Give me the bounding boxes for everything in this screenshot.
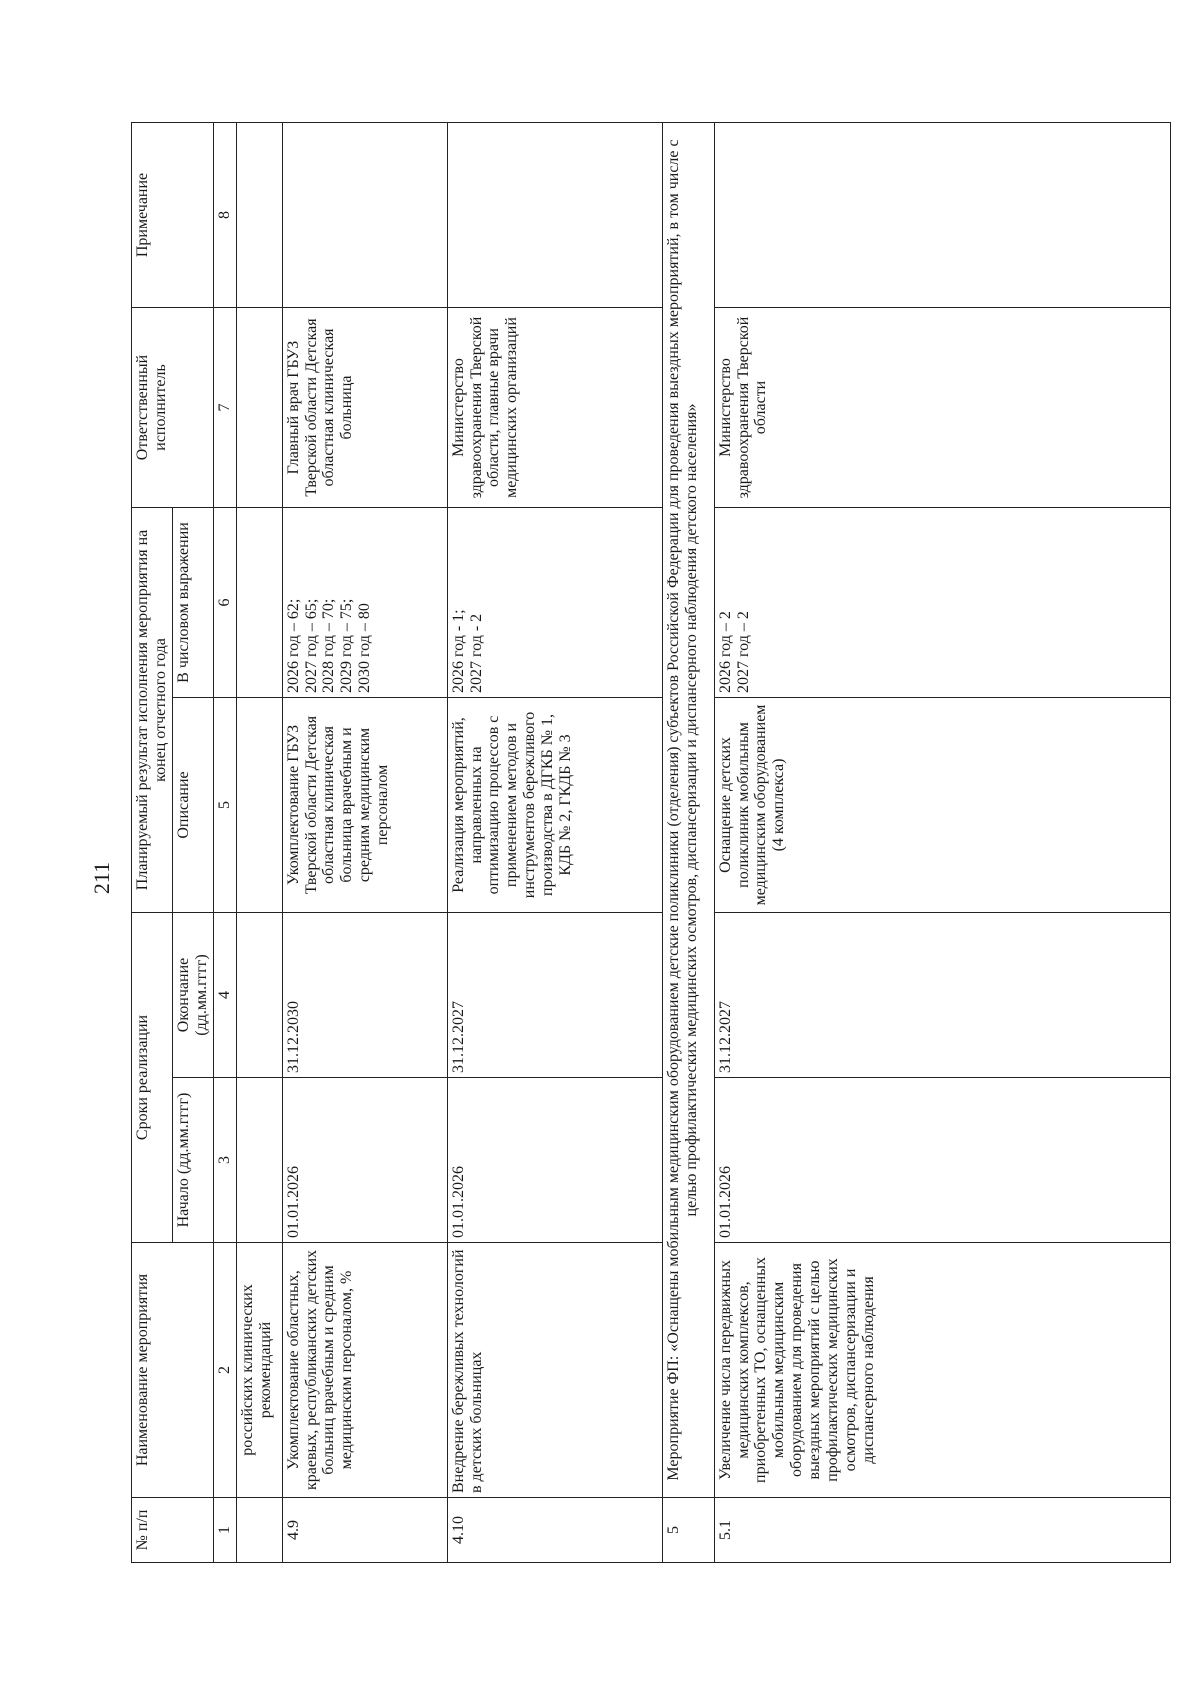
document-table-rotated	[131, 123, 1171, 1563]
header-name: Наименование мероприятия	[132, 1243, 214, 1498]
column-number: 4	[213, 912, 236, 1077]
row-end: 31.12.2027	[447, 912, 662, 1077]
column-number: 7	[213, 307, 236, 507]
row-note	[447, 122, 662, 307]
row-start: 01.01.2026	[447, 1078, 662, 1243]
row-name: Увеличение числа передвижных медицинских комплексов, приобретенных ТО, оснащенных мобильным медицинским оборудованием для проведения выездных мероприятий с целью профилактических медицинских осмотров, диспансеризации и диспансерного наблюдения	[714, 1243, 1170, 1498]
column-number: 1	[213, 1498, 236, 1563]
row-num: 5.1	[714, 1498, 1170, 1563]
header-end: Окончание (дд.мм.гггг)	[172, 912, 213, 1077]
row-note	[714, 122, 1170, 307]
row-start: 01.01.2026	[714, 1078, 1170, 1243]
row-numeric: 2026 год - 1; 2027 год - 2	[447, 507, 662, 697]
header-planned: Планируемый результат исполнения мероприятия на конец отчетного года	[132, 507, 173, 912]
row-name: Укомплектование областных, краевых, республиканских детских больниц врачебным и средним медицинским персоналом, %	[282, 1243, 447, 1498]
header-numeric: В числовом выражении	[172, 507, 213, 697]
row-responsible: Министерство здравоохранения Тверской области	[714, 307, 1170, 507]
row-responsible: Главный врач ГБУЗ Тверской области Детская областная клиническая больница	[282, 307, 447, 507]
table-row	[236, 122, 282, 1562]
header-responsible: Ответственный исполнитель	[132, 307, 214, 507]
row-description: Оснащение детских поликлиник мобильным медицинским оборудованием (4 комплекса)	[714, 697, 1170, 912]
section-num: 5	[662, 1498, 714, 1563]
page-number: 211	[89, 861, 115, 895]
header-start: Начало (дд.мм.гггг)	[172, 1078, 213, 1243]
table-row	[447, 122, 662, 1562]
header-note: Примечание	[132, 122, 214, 307]
row-responsible: Министерство здравоохранения Тверской области, главные врачи медицинских организаций	[447, 307, 662, 507]
row-start: 01.01.2026	[282, 1078, 447, 1243]
table-row	[714, 122, 1170, 1562]
column-number: 5	[213, 697, 236, 912]
row-end: 31.12.2030	[282, 912, 447, 1077]
row-note	[282, 122, 447, 307]
plan-table	[131, 122, 1171, 1563]
table-row	[282, 122, 447, 1562]
header-description: Описание	[172, 697, 213, 912]
row-num: 4.10	[447, 1498, 662, 1563]
row-numeric: 2026 год – 2 2027 год – 2	[714, 507, 1170, 697]
column-number: 8	[213, 122, 236, 307]
row-num: 4.9	[282, 1498, 447, 1563]
column-number: 3	[213, 1078, 236, 1243]
row-numeric: 2026 год – 62; 2027 год – 65; 2028 год – 70; 2029 год – 75; 2030 год – 80	[282, 507, 447, 697]
section-title: Мероприятие ФП: «Оснащены мобильным медицинским оборудованием детские поликлиники (отделения) субъектов Российской Федерации для проведения выездных мероприятий, в том числе с целью профилактических медицинских осмотров, диспансеризации и диспансерного наблюдения детского населения»	[662, 122, 714, 1497]
continuation-name: российских клинических рекомендаций	[236, 1243, 282, 1498]
column-number: 6	[213, 507, 236, 697]
row-description: Реализация мероприятий, направленных на оптимизацию процессов с применением методов и инструментов бережливого производства в ДГКБ № 1, КДБ № 2, ГКДБ № 3	[447, 697, 662, 912]
row-description: Укомплектование ГБУЗ Тверской области Детская областная клиническая больница врачебным и средним медицинским персоналом	[282, 697, 447, 912]
header-num: № п/п	[132, 1498, 214, 1563]
column-number: 2	[213, 1243, 236, 1498]
row-name: Внедрение бережливых технологий в детских больницах	[447, 1243, 662, 1498]
section-row	[662, 122, 714, 1562]
header-period: Сроки реализации	[132, 912, 173, 1242]
row-end: 31.12.2027	[714, 912, 1170, 1077]
